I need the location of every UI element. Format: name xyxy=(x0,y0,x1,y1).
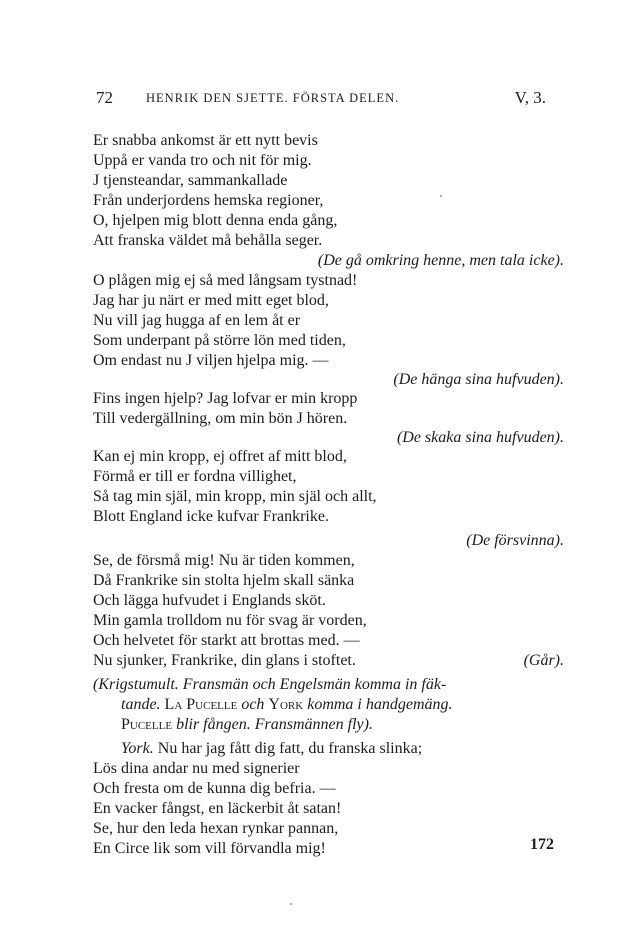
verse-line: Min gamla trolldom nu för svag är vorden, xyxy=(93,612,367,629)
stage-direction-text: tande. xyxy=(121,696,161,713)
folio-number: 172 xyxy=(530,836,554,853)
verse-line: Kan ej min kropp, ej offret af mitt blod, xyxy=(93,448,347,465)
stage-direction-text: Fransmännen fly). xyxy=(254,716,373,733)
verse-line: Så tag min själ, min kropp, min själ och allt, xyxy=(93,488,377,505)
page-header xyxy=(96,88,546,114)
verse-line: Se, de försmå mig! Nu är tiden kommen, xyxy=(93,552,355,569)
verse-line: Er snabba ankomst är ett nytt bevis xyxy=(93,132,318,149)
verse-line: Förmå er till er fordna villighet, xyxy=(93,468,297,485)
stage-direction xyxy=(121,696,453,714)
running-title: HENRIK DEN SJETTE. FÖRSTA DELEN. xyxy=(146,91,400,105)
verse-text: Nu har jag fått dig fatt, du franska slinka; xyxy=(157,740,423,757)
verse-line: Och fresta om de kunna dig befria. — xyxy=(93,780,336,797)
verse-line: Om endast nu J viljen hjelpa mig. — xyxy=(93,352,329,369)
character-name: York xyxy=(268,696,304,713)
section-reference: V, 3. xyxy=(514,88,546,107)
verse-line: Och helvetet för starkt att brottas med. — xyxy=(93,632,360,649)
scan-speck xyxy=(440,195,442,197)
speaker-name: York. xyxy=(121,740,154,757)
character-name: Pucelle xyxy=(121,716,173,733)
verse-line: Se, hur den leda hexan rynkar pannan, xyxy=(93,820,339,837)
verse-line: Fins ingen hjelp? Jag lofvar er min kropp xyxy=(93,390,358,407)
scan-speck xyxy=(290,903,292,905)
stage-direction: (Går). xyxy=(523,652,564,669)
page-number: 72 xyxy=(96,88,113,107)
verse-line: Då Frankrike sin stolta hjelm skall sänka xyxy=(93,572,355,589)
verse-line: En Circe lik som vill förvandla mig! xyxy=(93,840,326,857)
verse-line: Till vedergällning, om min bön J hören. xyxy=(93,410,348,427)
stage-direction-text: och xyxy=(241,696,265,713)
verse-line: O plågen mig ej så med långsam tystnad! xyxy=(93,272,358,289)
verse-line: Uppå er vanda tro och nit för mig. xyxy=(93,152,312,169)
verse-line: Som underpant på större lön med tiden, xyxy=(93,332,346,349)
stage-direction: (De skaka sina hufvuden). xyxy=(396,429,564,446)
verse-line: Jag har ju närt er med mitt eget blod, xyxy=(93,292,329,309)
character-name: La Pucelle xyxy=(164,696,238,713)
verse-line: Nu sjunker, Frankrike, din glans i stoftet. xyxy=(93,652,356,669)
verse-line: En vacker fångst, en läckerbit åt satan! xyxy=(93,800,342,817)
verse-line: Från underjordens hemska regioner, xyxy=(93,192,324,209)
verse-line: Lös dina andar nu med signerier xyxy=(93,760,300,777)
stage-direction: (De hänga sina hufvuden). xyxy=(393,371,564,388)
stage-direction: (De gå omkring henne, men tala icke). xyxy=(317,252,564,269)
stage-direction xyxy=(121,716,373,734)
stage-direction: (Krigstumult. Fransmän och Engelsmän komma in fäk- xyxy=(93,676,447,693)
verse-line: Blott England icke kufvar Frankrike. xyxy=(93,508,329,525)
verse-line: Nu vill jag hugga af en lem åt er xyxy=(93,312,301,329)
verse-line xyxy=(121,740,422,758)
stage-direction: (De försvinna). xyxy=(466,532,564,549)
stage-direction-text: komma i handgemäng. xyxy=(307,696,453,713)
verse-line: J tjensteandar, sammankallade xyxy=(93,172,288,189)
verse-line: O, hjelpen mig blott denna enda gång, xyxy=(93,212,338,229)
verse-line: Och lägga hufvudet i Englands sköt. xyxy=(93,592,326,609)
verse-line: Att franska väldet må behålla seger. xyxy=(93,232,323,249)
stage-direction-text: blir fången. xyxy=(176,716,251,733)
